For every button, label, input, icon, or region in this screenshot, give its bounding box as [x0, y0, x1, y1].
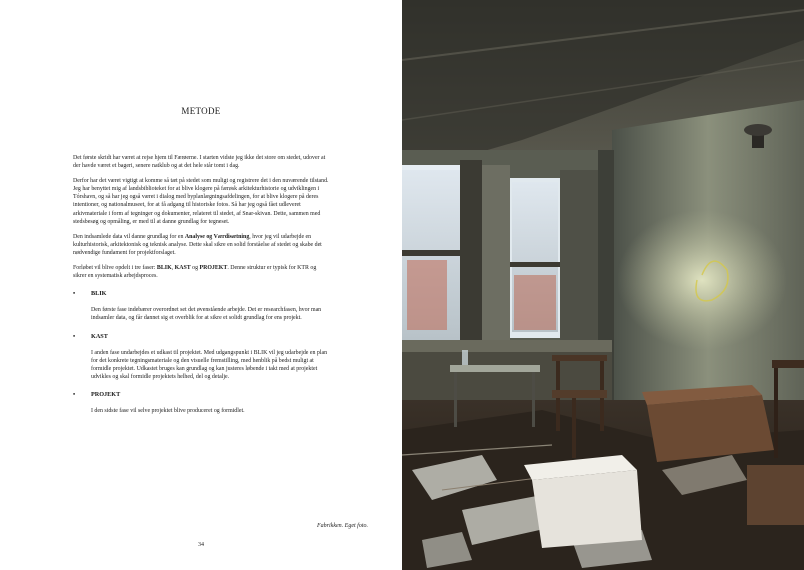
phase-text-kast: I anden fase undarbejdes et udkast til projektet. Med udgangspunkt i BLIK vil jeg udarbejde en plan for det konkrete tegningsmateriale og den visuelle fremstilling, med henblik på bedst muligt at formidle projektet. Udkastet bruges kan grundlag og kan justeres løbende i takt med at projektet udvikles og skal formidle projektets helhed, del og detalje. — [91, 349, 328, 380]
analysis-text-before: Den indsamlede data vil danne grundlag for en — [73, 233, 185, 240]
phase-heading-label: KAST — [91, 332, 108, 340]
interior-photo — [402, 0, 804, 570]
paragraph-intro: Det første skridt har været at rejse hjem til Færøerne. I starten vidste jeg ikke det store om stedet, udover at der havde været et bageri, senere natklub og at det hele står tomt i dag. — [73, 155, 326, 170]
photo-caption: Fabrikken. Eget foto. — [317, 523, 368, 529]
phase-term-projekt: PROJEKT — [199, 265, 228, 272]
phases-separator-1: , — [171, 265, 175, 272]
page-title: METODE — [181, 106, 221, 116]
bullet-dot: • — [73, 390, 76, 398]
phases-text-before: Forløbet vil blive opdelt i tre faser: — [73, 265, 157, 272]
phase-text-projekt: I den sidste fase vil selve projektet blive produceret og formidlet. — [91, 408, 245, 415]
phase-text-blik: Den første fase indebærer overordnet set det øvenstående arbejde. Det er researchfasen, hvor man indsamler data, og får dannet sig et overblik for at sikre et solidt grundlag for ens projekt. — [91, 307, 322, 322]
phase-heading-blik — [73, 290, 330, 298]
phase-heading-label: PROJEKT — [91, 390, 121, 398]
abandoned-room-photo — [402, 0, 804, 570]
phase-heading-projekt — [73, 391, 330, 399]
phase-term-blik: BLIK — [156, 265, 172, 272]
phases-text-after: . Denne struktur er typisk for KTR og sikrer en systematisk arbejdsproces. — [73, 265, 317, 280]
paragraph-research: Derfor har det været vigtigt at komme så tæt på stedet som muligt og registrere det i den nuværende tilstand. Jeg har benyttet mig af landsbiblioteket for at blive klogere på færøsk arkitekturhistorie og udviklingen i Tórshavn, og så har jeg også været i dialog med byplanlægningsafdelingen, for at blive klogere på deres intentioner, og nationalmuseet, for at få adgang til historiske fotos. Så har jeg også fået udleveret arkivmateriale i form af tegninger og dokumenter, relateret til stedet, af Snar-skivan. Dette, sammen med stedsbesøg og opmåling, er med til at danne grundlag for tegneset. — [73, 178, 329, 225]
phase-heading-label: BLIK — [91, 290, 107, 298]
phase-heading-kast — [73, 333, 330, 341]
page-number: 34 — [198, 542, 204, 548]
bullet-dot: • — [73, 332, 76, 340]
phases-separator-2: og — [190, 265, 200, 272]
analysis-text-after: , hvor jeg vil udarbejde en kulturhistorisk, arkitektonisk og teknisk analyse. Dette skal sikre en solid forståelse af stedet og skabe det nødvendige fundament for projektforslaget. — [73, 233, 322, 256]
paragraph-phases — [73, 264, 330, 280]
analysis-bold-term: Analyse og Værdisætning — [184, 233, 250, 240]
body-text — [73, 154, 330, 423]
paragraph-analysis — [73, 233, 330, 257]
bullet-dot: • — [73, 290, 76, 298]
phase-term-kast: KAST — [174, 265, 191, 272]
